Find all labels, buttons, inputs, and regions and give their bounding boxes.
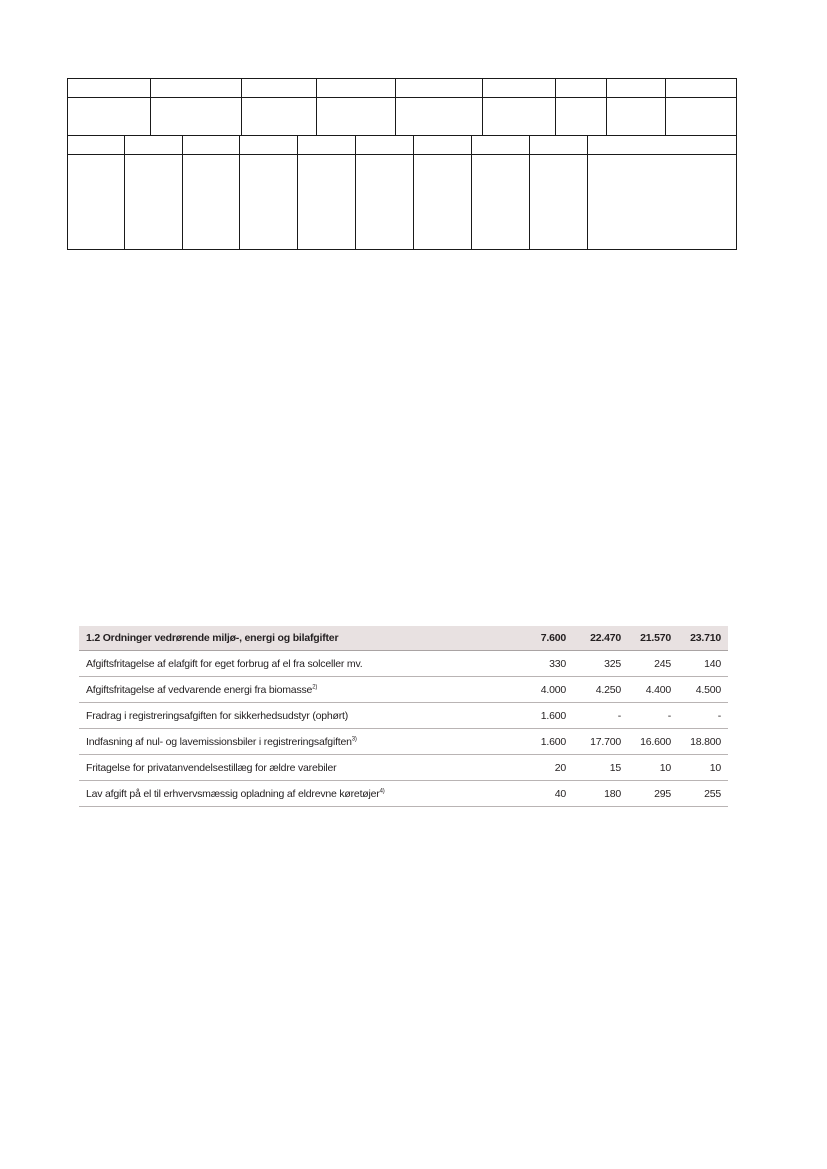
cell-value: 330	[525, 651, 573, 677]
cell-value: -	[678, 703, 728, 729]
row-label: Lav afgift på el til erhvervsmæssig opladning af eldrevne køretøjer$^{4)}$	[79, 781, 525, 807]
footnote-ref: 2)	[312, 684, 318, 690]
cell-value: -	[628, 703, 678, 729]
cell-value: 1.600	[525, 729, 573, 755]
header-value: 7.600	[525, 626, 573, 651]
table-row	[79, 677, 728, 703]
grid-line	[67, 249, 737, 250]
grid-line	[316, 78, 317, 136]
row-label: Afgiftsfritagelse af vedvarende energi fra biomasse$^{2)}$	[79, 677, 525, 703]
header-value: 22.470	[573, 626, 628, 651]
grid-line	[555, 78, 556, 136]
header-value: 21.570	[628, 626, 678, 651]
cell-value: 10	[678, 755, 728, 781]
grid-line	[241, 78, 242, 136]
cell-value: 4.000	[525, 677, 573, 703]
row-label: Afgiftsfritagelse af elafgift for eget forbrug af el fra solceller mv.	[79, 651, 525, 677]
cell-value: 10	[628, 755, 678, 781]
cell-value: 140	[678, 651, 728, 677]
empty-grid-table	[67, 78, 737, 250]
cell-value: 17.700	[573, 729, 628, 755]
table-row	[79, 703, 728, 729]
header-value: 23.710	[678, 626, 728, 651]
grid-line	[413, 135, 414, 250]
grid-line	[239, 135, 240, 250]
grid-line	[606, 78, 607, 136]
grid-line	[150, 78, 151, 136]
cell-value: 1.600	[525, 703, 573, 729]
grid-line	[736, 78, 737, 250]
grid-line	[471, 135, 472, 250]
footnote-ref: 4)	[379, 788, 385, 794]
grid-line	[529, 135, 530, 250]
grid-line	[67, 78, 737, 79]
table-row	[79, 781, 728, 807]
row-label: Fradrag i registreringsafgiften for sikkerhedsudstyr (ophørt)	[79, 703, 525, 729]
cell-value: 325	[573, 651, 628, 677]
cell-value: 40	[525, 781, 573, 807]
grid-line	[482, 78, 483, 136]
cell-value: 4.400	[628, 677, 678, 703]
grid-line	[67, 97, 737, 98]
grid-line	[587, 135, 588, 250]
cell-value: 20	[525, 755, 573, 781]
table-row	[79, 651, 728, 677]
section-title: 1.2 Ordninger vedrørende miljø-, energi og bilafgifter	[79, 626, 525, 651]
cell-value: 255	[678, 781, 728, 807]
cell-value: 295	[628, 781, 678, 807]
grid-line	[182, 135, 183, 250]
table-row	[79, 729, 728, 755]
grid-line	[67, 135, 737, 136]
row-label: Fritagelse for privatanvendelsestillæg for ældre varebiler	[79, 755, 525, 781]
cell-value: 245	[628, 651, 678, 677]
cell-value: 16.600	[628, 729, 678, 755]
footnote-ref: 3)	[351, 736, 357, 742]
cell-value: 18.800	[678, 729, 728, 755]
table-header-row	[79, 626, 728, 651]
grid-line	[124, 135, 125, 250]
row-label: Indfasning af nul- og lavemissionsbiler i registreringsafgiften$^{3)}$	[79, 729, 525, 755]
grid-line	[297, 135, 298, 250]
tax-expenditure-table	[79, 626, 728, 807]
cell-value: 15	[573, 755, 628, 781]
grid-line	[665, 78, 666, 136]
cell-value: 180	[573, 781, 628, 807]
cell-value: -	[573, 703, 628, 729]
grid-line	[67, 78, 68, 250]
cell-value: 4.250	[573, 677, 628, 703]
grid-line	[67, 154, 737, 155]
grid-line	[355, 135, 356, 250]
grid-line	[395, 78, 396, 136]
cell-value: 4.500	[678, 677, 728, 703]
table-row	[79, 755, 728, 781]
